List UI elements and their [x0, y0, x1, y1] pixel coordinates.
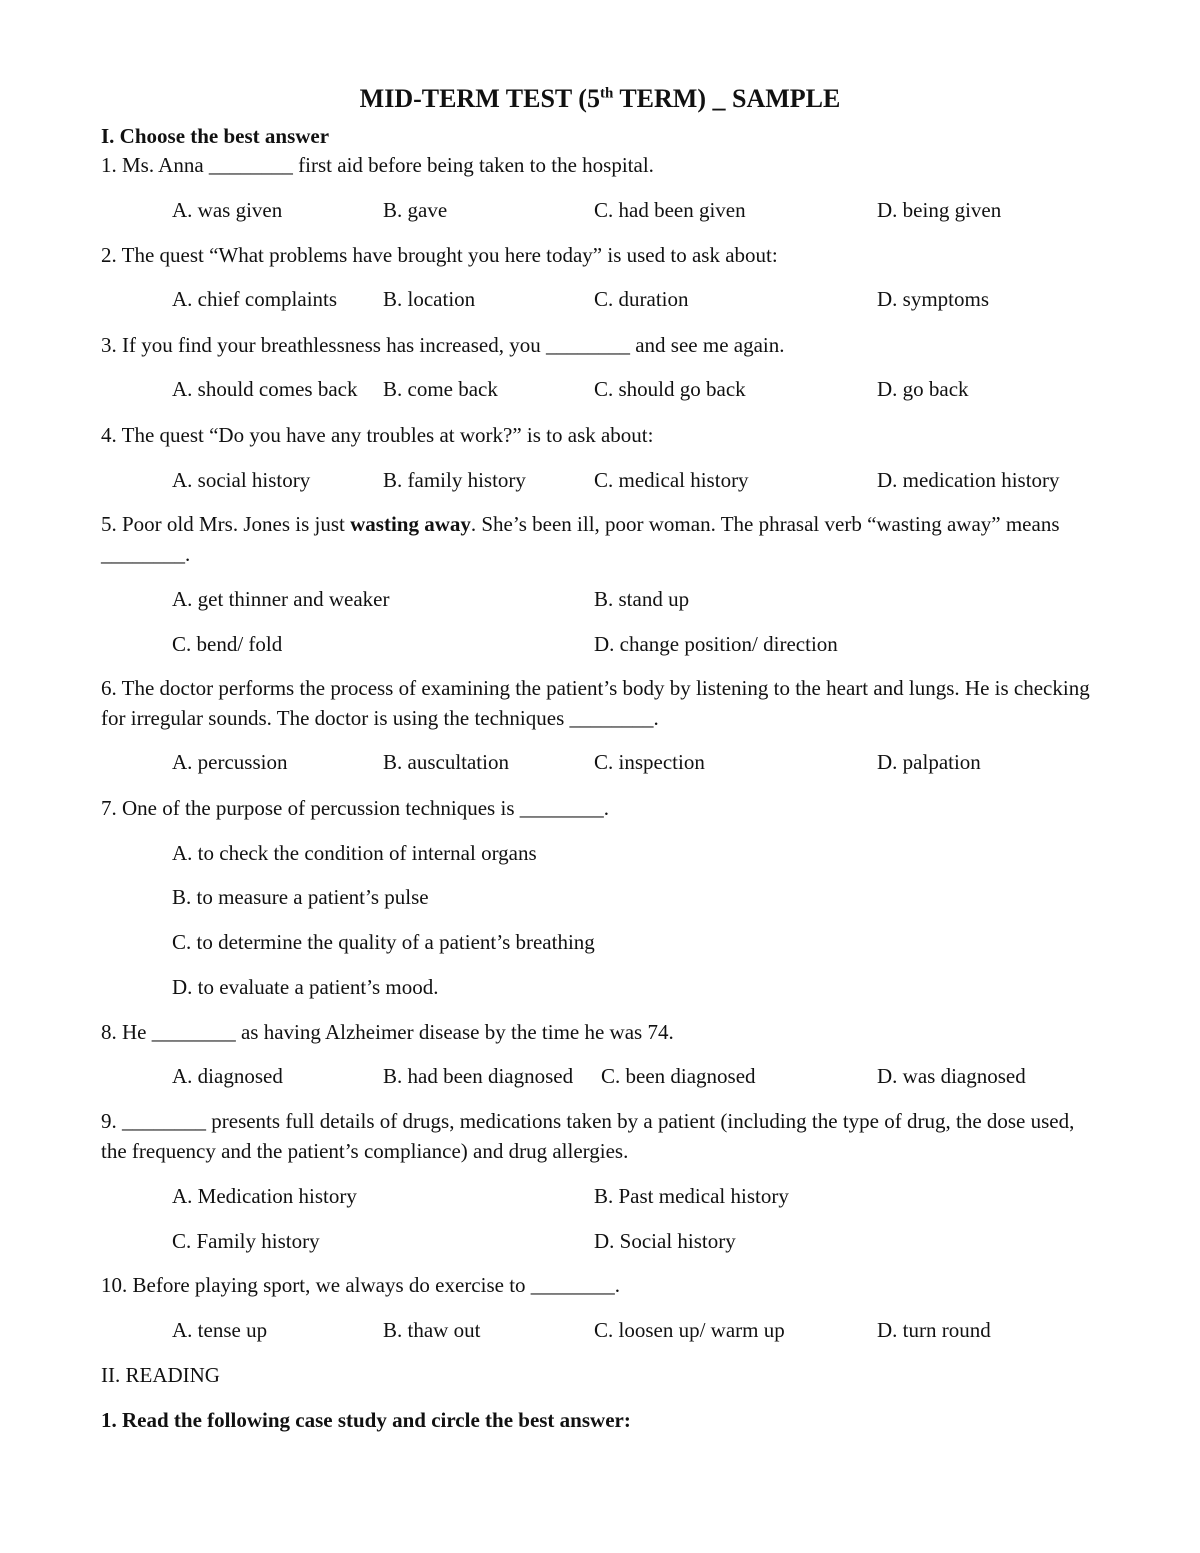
q10-option-a[interactable]: A. tense up — [172, 1318, 268, 1342]
question-4: 4. The quest “Do you have any troubles at work?” is to ask about: — [101, 423, 654, 447]
question-5 — [101, 509, 1101, 569]
q6-option-d[interactable]: D. palpation — [877, 750, 981, 774]
section-2-subheading: 1. Read the following case study and circle the best answer: — [101, 1408, 631, 1432]
q7-option-a[interactable]: A. to check the condition of internal organs — [172, 841, 537, 865]
q5-option-c[interactable]: C. bend/ fold — [172, 632, 283, 656]
q6-option-a[interactable]: A. percussion — [172, 750, 288, 774]
q5-option-a[interactable]: A. get thinner and weaker — [172, 587, 390, 611]
page-title — [0, 82, 1200, 116]
q7-option-c[interactable]: C. to determine the quality of a patient’s breathing — [172, 930, 595, 954]
question-3: 3. If you find your breathlessness has increased, you ________ and see me again. — [101, 333, 785, 357]
title-rest: TERM) _ SAMPLE — [613, 84, 841, 113]
q1-option-a[interactable]: A. was given — [172, 198, 283, 222]
q4-option-c[interactable]: C. medical history — [594, 468, 749, 492]
q4-option-d[interactable]: D. medication history — [877, 468, 1060, 492]
question-1: 1. Ms. Anna ________ first aid before being taken to the hospital. — [101, 153, 654, 177]
q9-option-c[interactable]: C. Family history — [172, 1229, 320, 1253]
q5-text-end: . She’s been ill, poor woman. The phrasal verb “wasting away” means ________. — [101, 512, 1060, 566]
q5-option-b[interactable]: B. stand up — [594, 587, 690, 611]
q4-option-a[interactable]: A. social history — [172, 468, 311, 492]
question-6: 6. The doctor performs the process of examining the patient’s body by listening to the heart and lungs. He is checking for irregular sounds. The doctor is using the techniques ________. — [101, 676, 1090, 730]
q5-text-start: 5. Poor old Mrs. Jones is just — [101, 512, 351, 536]
q2-option-c[interactable]: C. duration — [594, 287, 689, 311]
q4-option-b[interactable]: B. family history — [383, 468, 526, 492]
q3-option-d[interactable]: D. go back — [877, 377, 969, 401]
question-8: 8. He ________ as having Alzheimer disease by the time he was 74. — [101, 1020, 674, 1044]
question-2: 2. The quest “What problems have brought you here today” is used to ask about: — [101, 243, 778, 267]
q2-option-a[interactable]: A. chief complaints — [172, 287, 338, 311]
q3-option-c[interactable]: C. should go back — [594, 377, 746, 401]
q3-option-b[interactable]: B. come back — [383, 377, 498, 401]
q10-option-d[interactable]: D. turn round — [877, 1318, 991, 1342]
q8-option-a[interactable]: A. diagnosed — [172, 1064, 283, 1088]
q8-option-d[interactable]: D. was diagnosed — [877, 1064, 1026, 1088]
q8-option-c[interactable]: C. been diagnosed — [601, 1064, 756, 1088]
question-9: 9. ________ presents full details of drugs, medications taken by a patient (including the type of drug, the dose used, the frequency and the patient’s compliance) and drug allergies. — [101, 1109, 1075, 1163]
title-main: MID-TERM TEST (5 — [359, 84, 600, 113]
q8-option-b[interactable]: B. had been diagnosed — [383, 1064, 574, 1088]
q2-option-d[interactable]: D. symptoms — [877, 287, 990, 311]
title-superscript: th — [599, 85, 614, 102]
q5-option-d[interactable]: D. change position/ direction — [594, 632, 838, 656]
q1-option-b[interactable]: B. gave — [383, 198, 448, 222]
q9-option-b[interactable]: B. Past medical history — [594, 1184, 789, 1208]
q6-option-c[interactable]: C. inspection — [594, 750, 705, 774]
q1-option-d[interactable]: D. being given — [877, 198, 1002, 222]
question-10: 10. Before playing sport, we always do exercise to ________. — [101, 1273, 621, 1297]
q10-option-b[interactable]: B. thaw out — [383, 1318, 481, 1342]
q2-option-b[interactable]: B. location — [383, 287, 476, 311]
q6-option-b[interactable]: B. auscultation — [383, 750, 509, 774]
q9-option-d[interactable]: D. Social history — [594, 1229, 736, 1253]
q7-option-d[interactable]: D. to evaluate a patient’s mood. — [172, 975, 439, 999]
q5-phrasal-verb: wasting away — [350, 512, 471, 536]
q9-option-a[interactable]: A. Medication history — [172, 1184, 357, 1208]
question-7: 7. One of the purpose of percussion techniques is ________. — [101, 796, 609, 820]
section-1-heading: I. Choose the best answer — [101, 124, 330, 148]
q3-option-a[interactable]: A. should comes back — [172, 377, 358, 401]
section-2-heading: II. READING — [101, 1363, 220, 1387]
q1-option-c[interactable]: C. had been given — [594, 198, 746, 222]
q7-option-b[interactable]: B. to measure a patient’s pulse — [172, 885, 429, 909]
q10-option-c[interactable]: C. loosen up/ warm up — [594, 1318, 785, 1342]
